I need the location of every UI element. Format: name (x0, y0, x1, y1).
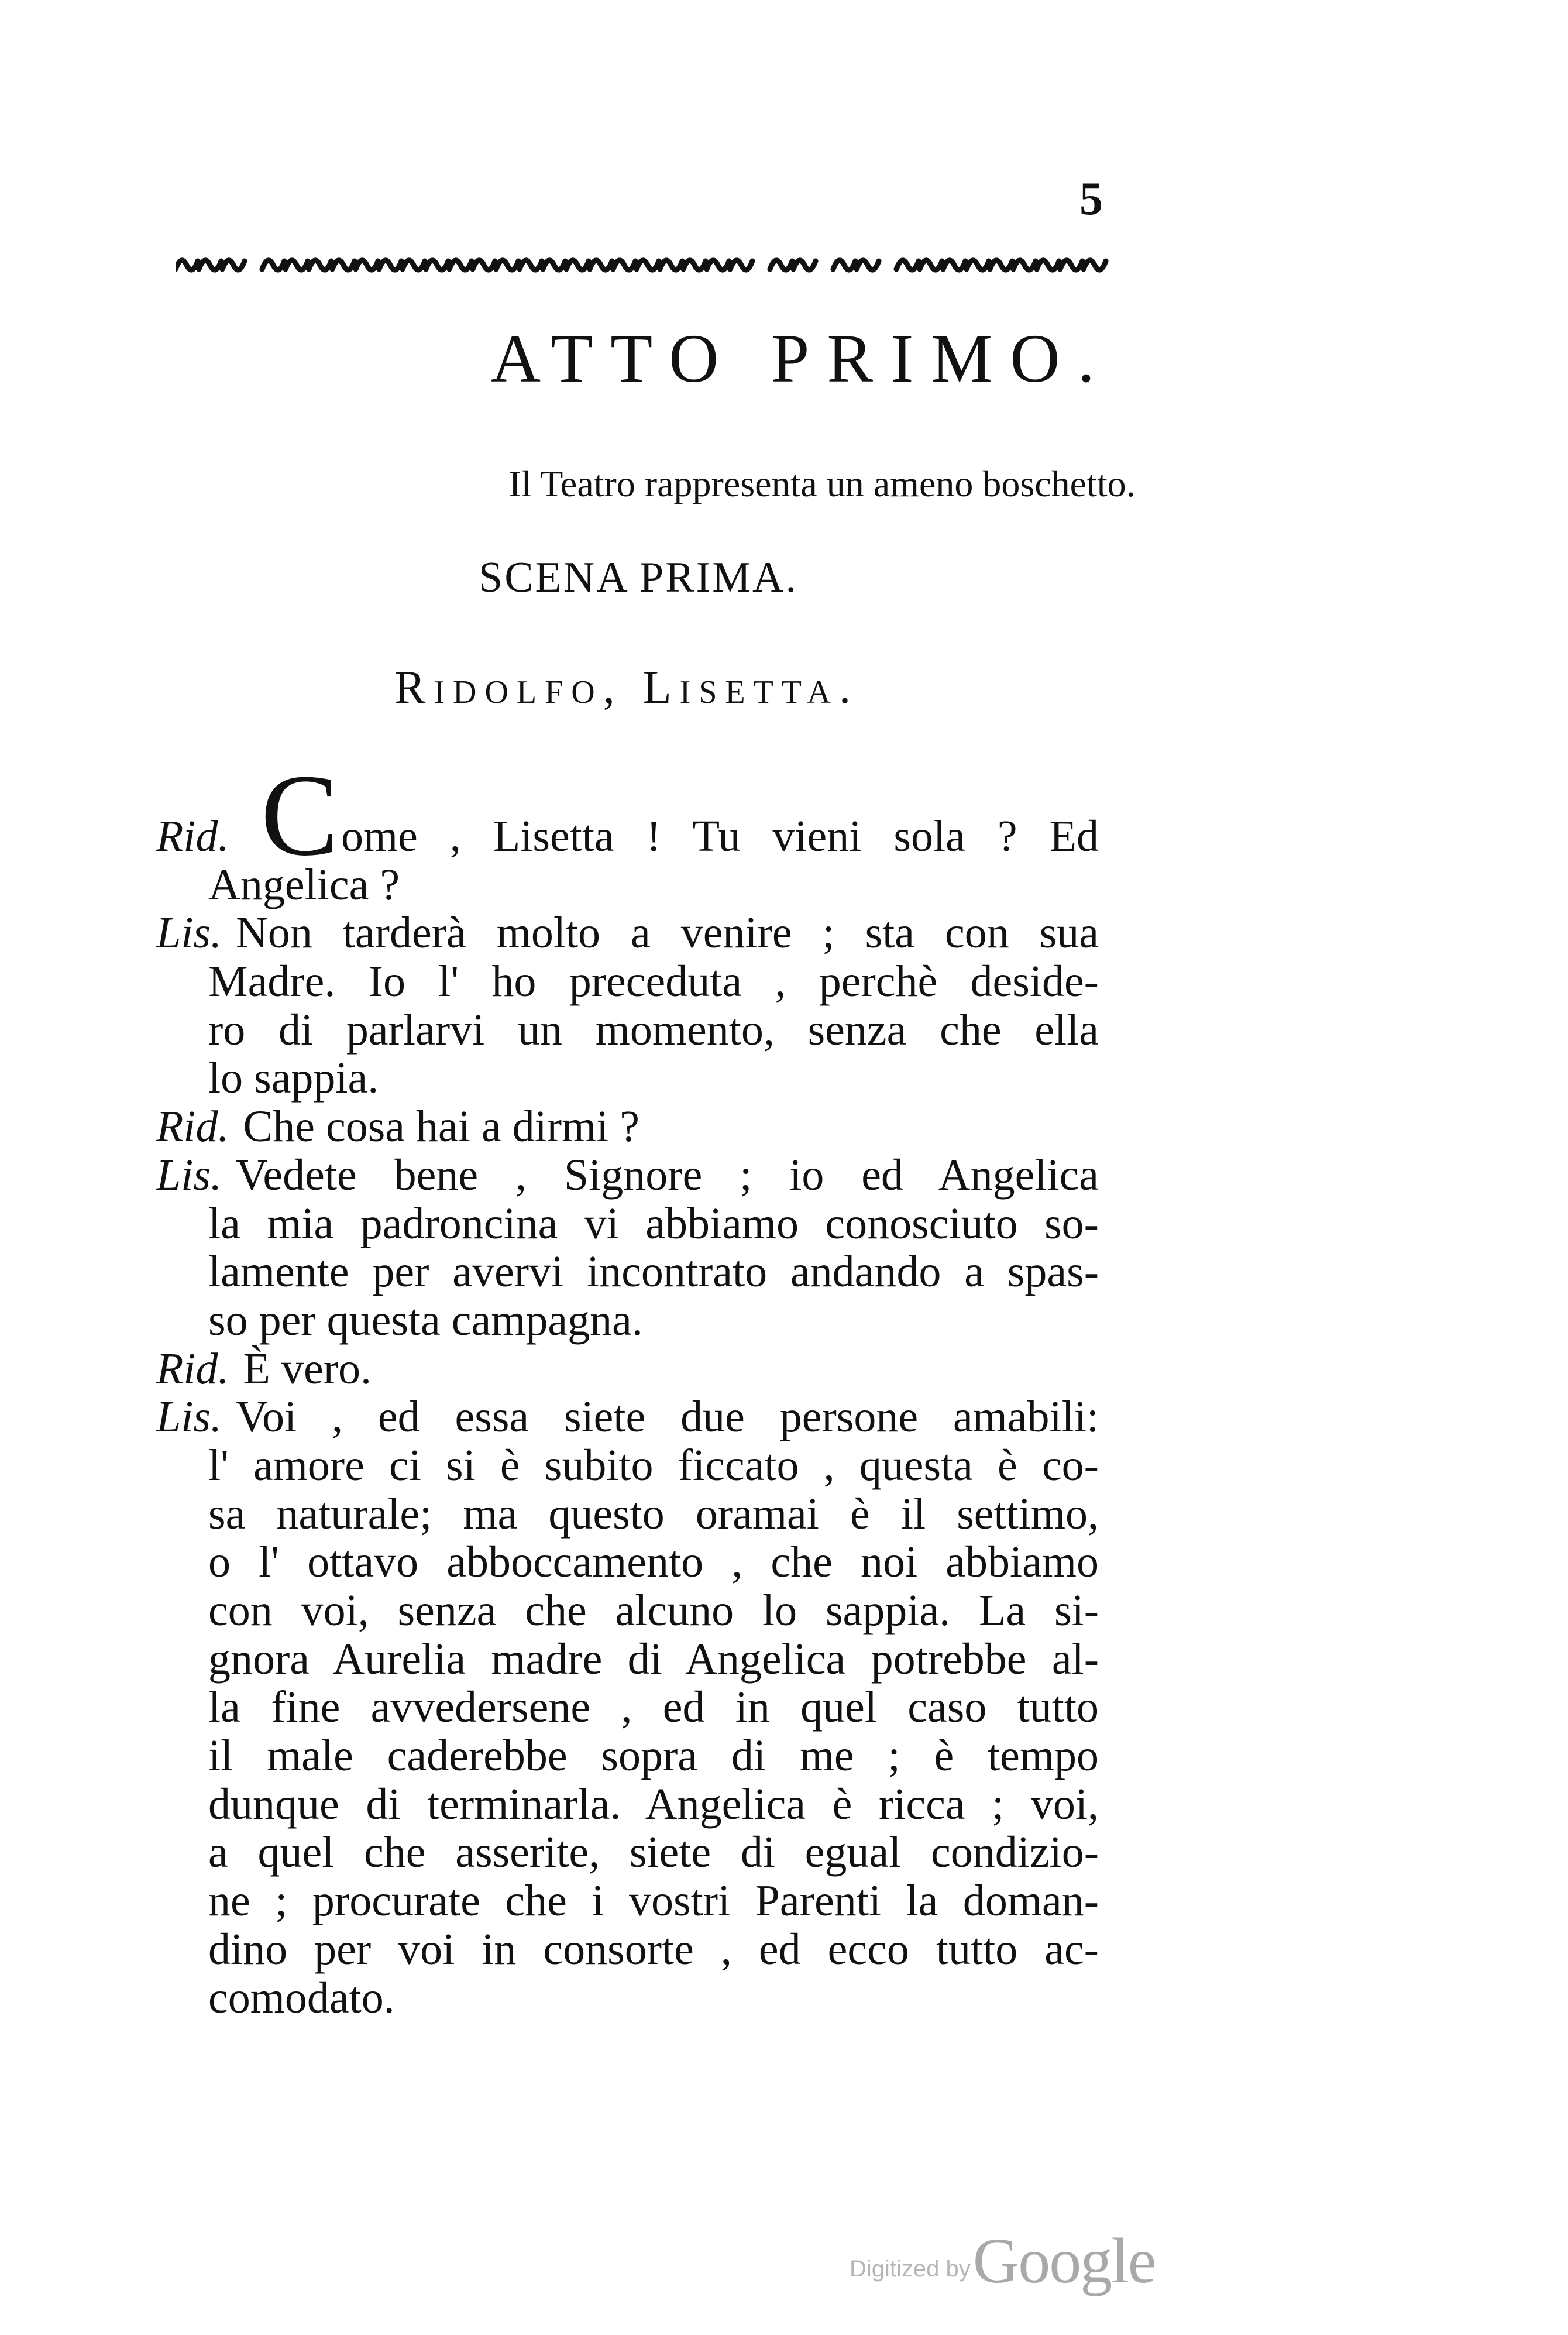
dialogue-line (156, 1200, 1099, 1248)
line-text: comodato. (208, 1973, 395, 2022)
dialogue-line (156, 1490, 1099, 1539)
act-title: ATTO PRIMO. (490, 320, 1113, 397)
dialogue-line (156, 1538, 1099, 1587)
dialogue-speech (156, 1151, 1099, 1345)
line-text: ne ; procurate che i vostri Parenti la doman- (208, 1876, 1099, 1926)
line-text: ome , Lisetta ! Tu vieni sola ? Ed (341, 812, 1099, 861)
line-text: Vedete bene , Signore ; io ed Angelica (235, 1150, 1099, 1200)
scene-title: SCENA PRIMA. (479, 554, 798, 602)
line-text: il male caderebbe sopra di me ; è tempo (208, 1731, 1099, 1781)
dialogue-speech (156, 751, 1099, 909)
dialogue-speech (156, 1393, 1099, 2022)
dialogue-speech (156, 1345, 1099, 1393)
dialogue-line (156, 1006, 1099, 1055)
speaker-label: Lis. (156, 1150, 222, 1200)
dialogue-line (156, 1780, 1099, 1829)
dialogue-line (156, 1296, 1099, 1345)
speaker-label: Rid. (156, 1102, 229, 1152)
wave-ornament-path (176, 260, 1106, 270)
dialogue-line (156, 751, 1099, 880)
dialogue-speech (156, 909, 1099, 1103)
line-text: lo sappia. (208, 1053, 379, 1103)
dialogue-line (156, 861, 1099, 909)
line-text: o l' ottavo abboccamento , che noi abbiamo (208, 1537, 1099, 1587)
line-text: Che cosa hai a dirmi ? (243, 1102, 639, 1152)
line-text: so per questa campagna. (208, 1295, 643, 1345)
speaker-label: Rid. (156, 1344, 229, 1393)
dialogue-line (156, 1925, 1099, 1974)
line-text: l' amore ci si è subito ficcato , questa è co- (208, 1440, 1099, 1490)
dialogue-line (156, 1054, 1099, 1103)
dialogue-line (156, 1393, 1099, 1441)
line-text: È vero. (243, 1344, 372, 1393)
google-logo: Google (972, 2225, 1156, 2296)
line-text: Non tarderà molto a venire ; sta con sua (235, 908, 1099, 958)
line-text: dino per voi in consorte , ed ecco tutto ac- (208, 1924, 1099, 1974)
line-text: Voi , ed essa siete due persone amabili: (235, 1392, 1099, 1442)
page-number: 5 (1079, 173, 1103, 225)
line-text: con voi, senza che alcuno lo sappia. La si- (208, 1586, 1099, 1635)
line-text: gnora Aurelia madre di Angelica potrebbe al- (208, 1634, 1099, 1684)
scene-characters: Ridolfo, Lisetta. (394, 662, 859, 713)
speaker-label: Lis. (156, 1392, 222, 1442)
line-text: la fine avvedersene , ed in quel caso tutto (208, 1682, 1099, 1732)
dialogue-line (156, 1441, 1099, 1490)
dialogue-line (156, 1974, 1099, 2022)
line-text: la mia padroncina vi abbiamo conosciuto so- (208, 1199, 1099, 1248)
dialogue-body (156, 751, 1099, 2022)
dialogue-line (156, 1683, 1099, 1732)
dialogue-line (156, 909, 1099, 957)
dialogue-line (156, 1345, 1099, 1393)
line-text: a quel che asserite, siete di egual condizio- (208, 1828, 1099, 1877)
dialogue-line (156, 1732, 1099, 1780)
dialogue-line (156, 1877, 1099, 1925)
speaker-label: Lis. (156, 908, 222, 958)
line-text: lamente per avervi incontrato andando a spas- (208, 1247, 1099, 1297)
dialogue-line (156, 1635, 1099, 1684)
speaker-label: Rid. (156, 812, 229, 861)
line-text: Madre. Io l' ho preceduta , perchè deside- (208, 957, 1099, 1007)
digitized-by-google-watermark (850, 2224, 1156, 2298)
line-text: Angelica ? (208, 860, 400, 909)
line-text: sa naturale; ma questo oramai è il settimo, (208, 1489, 1099, 1539)
dialogue-line (156, 1103, 1099, 1151)
line-text: ro di parlarvi un momento, senza che ella (208, 1005, 1099, 1055)
dialogue-line (156, 1151, 1099, 1200)
dialogue-line (156, 1828, 1099, 1877)
dialogue-line (156, 957, 1099, 1006)
stage-direction: Il Teatro rappresenta un ameno boschetto. (508, 463, 1136, 504)
dialogue-speech (156, 1103, 1099, 1151)
dialogue-line (156, 1248, 1099, 1296)
wave-ornament-divider (176, 250, 1109, 280)
drop-cap: C (260, 751, 339, 880)
watermark-prefix: Digitized by (850, 2256, 971, 2282)
dialogue-line (156, 1587, 1099, 1635)
line-text: dunque di terminarla. Angelica è ricca ; voi, (208, 1779, 1099, 1829)
